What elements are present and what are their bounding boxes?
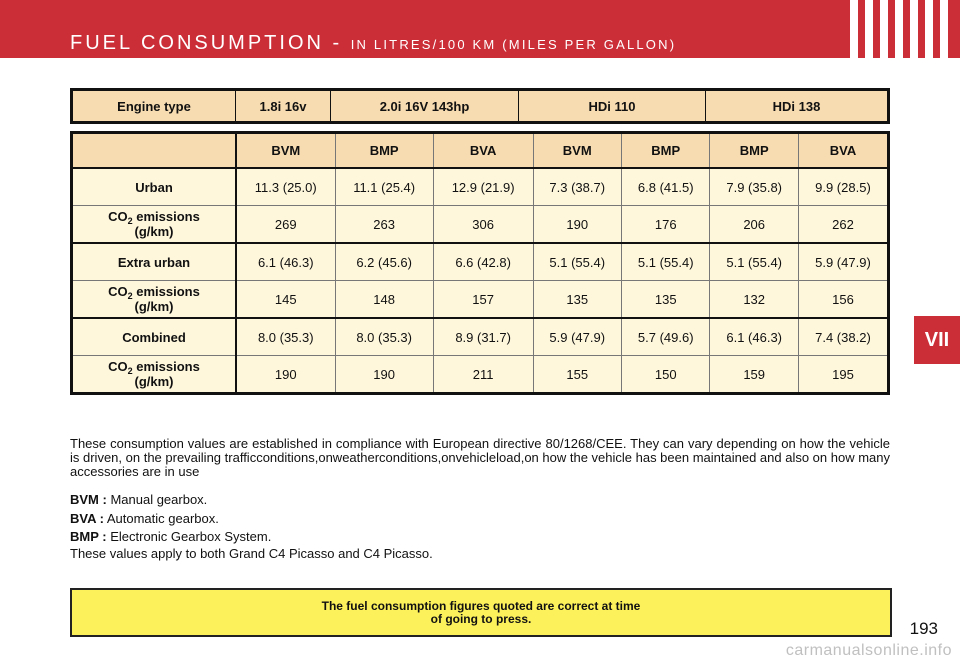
title-main: FUEL CONSUMPTION - [70,32,351,54]
table-cell: 176 [621,206,709,244]
table-cell: 6.2 (45.6) [335,243,433,281]
table-cell: 6.1 (46.3) [236,243,335,281]
table-cell: 9.9 (28.5) [798,168,888,206]
table-cell: 157 [433,281,533,319]
table-cell: 7.4 (38.2) [798,318,888,356]
chapter-tab[interactable]: VII [914,316,960,364]
table-cell: 5.1 (55.4) [621,243,709,281]
row-label: Combined [72,318,237,356]
stripe [895,0,903,58]
table-cell: 148 [335,281,433,319]
note-line: The fuel consumption figures quoted are correct at time [321,598,641,613]
table-cell: 263 [335,206,433,244]
row-label: Urban [72,168,237,206]
page-header [0,0,960,58]
co2-label: $CO_2$ emissions (g/km) [72,356,237,394]
stripe [865,0,873,58]
table-cell: 5.1 (55.4) [710,243,798,281]
row-label: Extra urban [72,243,237,281]
watermark: carmanualsonline.info [785,642,952,659]
co2-label: $CO_2$ emissions (g/km) [72,206,237,244]
page-title [70,32,676,55]
gearbox-header: BMP [335,133,433,169]
table-cell: 262 [798,206,888,244]
table-cell: 135 [533,281,621,319]
table-cell: 8.0 (35.3) [236,318,335,356]
note-line: of going to press. [430,611,532,626]
table-cell: 269 [236,206,335,244]
table-cell: 156 [798,281,888,319]
table-cell: 159 [710,356,798,394]
table-cell: 190 [236,356,335,394]
table-cell: 155 [533,356,621,394]
table-cell: 11.3 (25.0) [236,168,335,206]
stripe [850,0,858,58]
consumption-table [70,131,890,395]
table-cell: 5.9 (47.9) [798,243,888,281]
legend-bmp: BMP : Electronic Gearbox System. [70,529,272,544]
table-cell: 8.0 (35.3) [335,318,433,356]
table-cell: 195 [798,356,888,394]
gearbox-header: BVM [533,133,621,169]
table-cell: 7.3 (38.7) [533,168,621,206]
engine-cell: HDi 110 [519,90,706,123]
stripe [940,0,948,58]
title-subtitle: IN LITRES/100 KM (MILES PER GALLON) [350,37,677,52]
engine-row [72,90,889,123]
legend-bva: BVA : Automatic gearbox. [70,511,219,526]
table-cell: 6.6 (42.8) [433,243,533,281]
engine-type-table [70,88,890,124]
table-row [72,168,889,206]
empty-header-cell [72,133,237,169]
table-row [72,356,889,394]
table-cell: 132 [710,281,798,319]
table-cell: 6.8 (41.5) [621,168,709,206]
stripe [880,0,888,58]
table-cell: 7.9 (35.8) [710,168,798,206]
engine-cell: HDi 138 [706,90,889,123]
table-cell: 12.9 (21.9) [433,168,533,206]
stripe [910,0,918,58]
page-number: 193 [909,619,938,638]
table-cell: 5.7 (49.6) [621,318,709,356]
table-cell: 190 [533,206,621,244]
header-stripes [850,0,948,58]
table-cell: 150 [621,356,709,394]
co2-label: $CO_2$ emissions (g/km) [72,281,237,319]
note-box [70,588,892,637]
table-cell: 6.1 (46.3) [710,318,798,356]
engine-cell: 1.8i 16v [236,90,331,123]
table-row [72,243,889,281]
table-cell: 5.1 (55.4) [533,243,621,281]
table-cell: 211 [433,356,533,394]
table-row [72,206,889,244]
gearbox-header: BVA [433,133,533,169]
table-cell: 11.1 (25.4) [335,168,433,206]
table-cell: 8.9 (31.7) [433,318,533,356]
table-cell: 5.9 (47.9) [533,318,621,356]
table-cell: 135 [621,281,709,319]
table-cell: 206 [710,206,798,244]
apply-note: These values apply to both Grand C4 Picasso and C4 Picasso. [70,546,433,561]
table-row [72,281,889,319]
stripe [925,0,933,58]
gearbox-header-row [72,133,889,169]
gearbox-header: BMP [710,133,798,169]
table-cell: 190 [335,356,433,394]
legend-bvm: BVM : Manual gearbox. [70,492,208,507]
gearbox-header: BMP [621,133,709,169]
engine-type-label: Engine type [72,90,236,123]
gearbox-header: BVA [798,133,888,169]
gearbox-header: BVM [236,133,335,169]
table-row [72,318,889,356]
compliance-paragraph: These consumption values are established in compliance with European directive 80/1268/CEE. They can vary depending on how the vehicle is driven, on the prevailing trafficconditions,onweatherconditions,onvehicleload,on how the vehicle has been maintained and also on how many accessories are in use [70,436,891,479]
table-cell: 145 [236,281,335,319]
engine-cell: 2.0i 16V 143hp [331,90,519,123]
table-cell: 306 [433,206,533,244]
